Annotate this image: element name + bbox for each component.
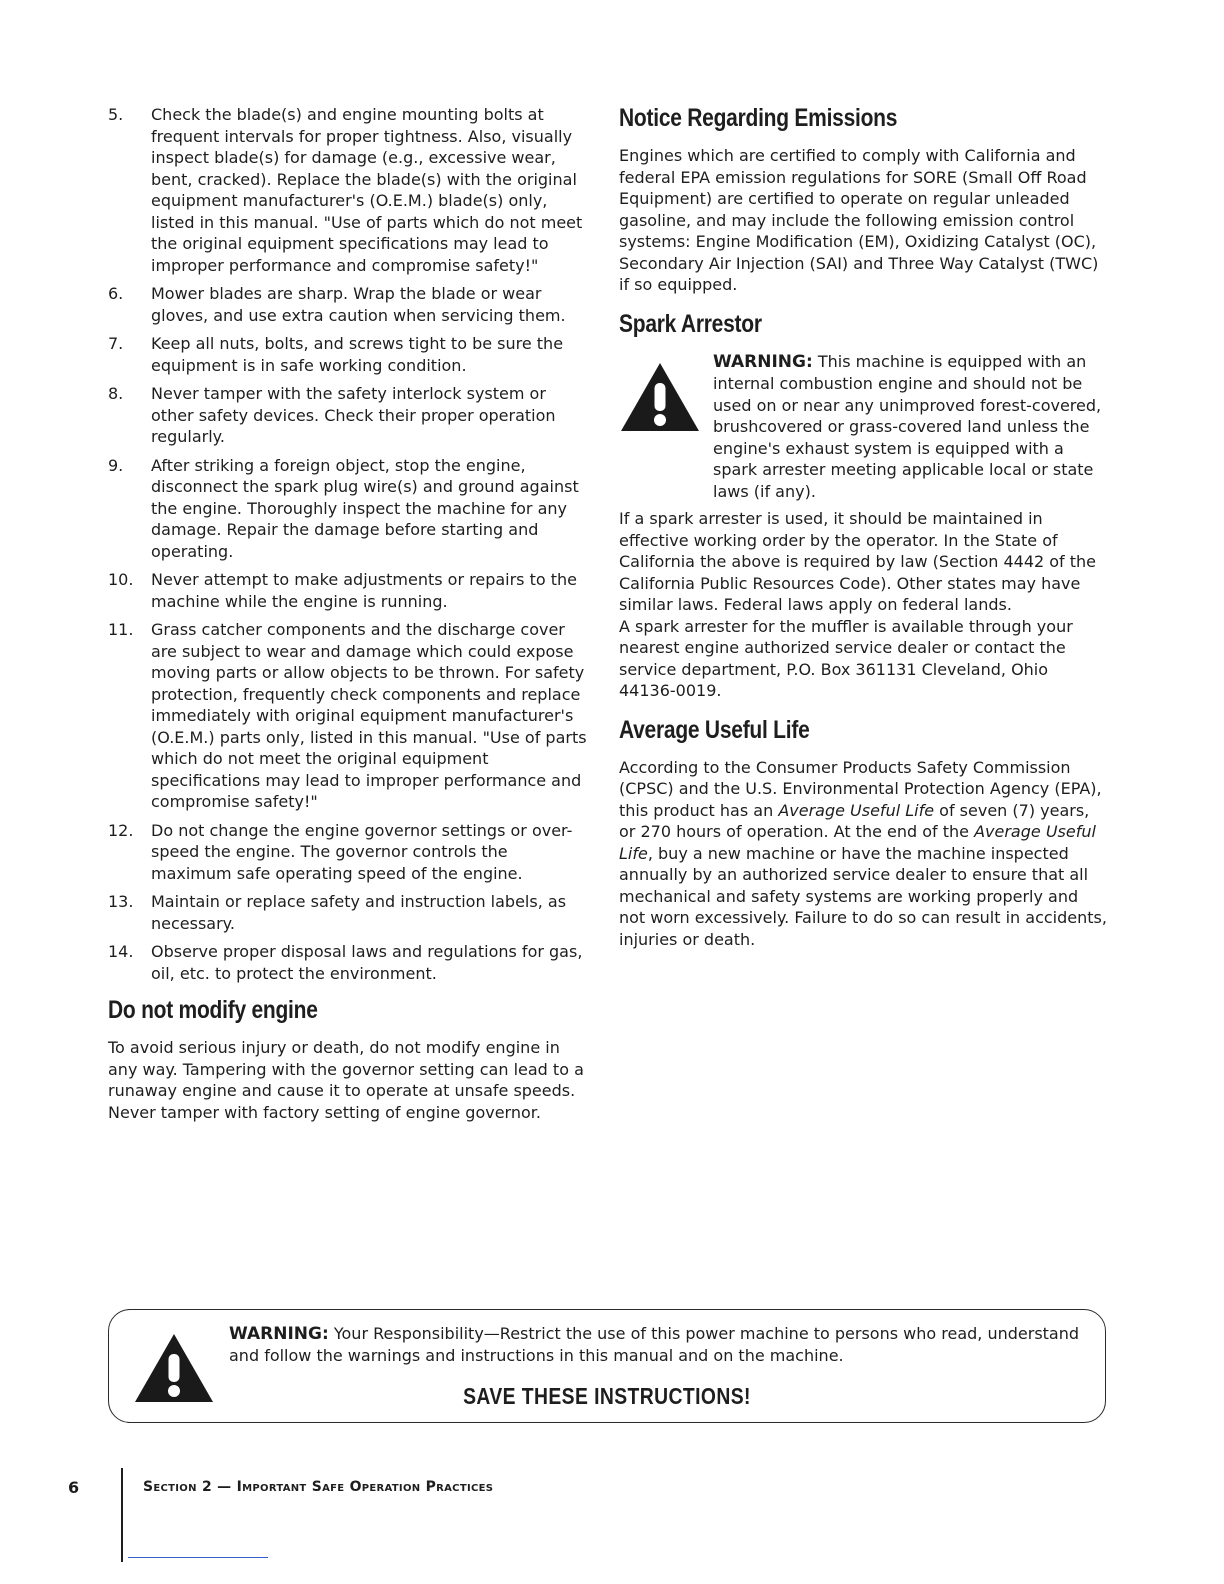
list-number: 13. [108, 892, 134, 911]
emissions-text: Engines which are certified to comply with California and federal EPA emission regulations for SORE (Small Off Road Equipment) are certified to operate on regular unleaded gasoline, and may include the following emission control systems: Engine Modification (EM), Oxidizing Catalyst (OC), Secondary Air Injection (SAI) and Three Way Catalyst (TWC) if so equipped. [619, 146, 1099, 294]
warning-label: WARNING: [229, 1324, 329, 1344]
safety-list [108, 104, 592, 984]
spark-warning [619, 351, 1109, 503]
list-number: 6. [108, 284, 124, 303]
list-item [108, 283, 592, 326]
footer-divider [121, 1468, 123, 1562]
left-column [108, 104, 592, 1123]
list-text: Grass catcher components and the discharge cover are subject to wear and damage which could expose moving parts or allow objects to be thrown. For safety protection, frequently check components and replace immediately with original equipment manufacturer's (O.E.M.) parts only, listed in this manual. "Use of parts which do not meet the original equipment specifications may lead to improper performance and compromise safety!" [151, 620, 587, 811]
warning-label: WARNING: [713, 351, 813, 372]
useful-life-text-b: of seven (7) years, or 270 hours of operation. At the end of the [619, 800, 1090, 841]
list-text: After striking a foreign object, stop the engine, disconnect the spark plug wire(s) and ground against the engine. Thoroughly inspect the machine for any damage. Repair the damage before starting and operating. [151, 455, 579, 561]
footer-link-line [128, 1557, 268, 1558]
list-item [108, 383, 592, 448]
list-item [108, 569, 592, 612]
list-text: Check the blade(s) and engine mounting bolts at frequent intervals for proper tightness. Also, visually inspect blade(s) for damage (e.g., excessive wear, bent, cracked). Replace the blade(s) with the original equipment manufacturer's (O.E.M.) blade(s) only, listed in this manual. "Use of parts which do not meet the original equipment specifications may lead to improper performance and compromise safety!" [151, 105, 583, 275]
spark-para-1: If a spark arrester is used, it should be maintained in effective working order by the operator. In the State of California the above is required by law (Section 4442 of the California Public Resources Code). Other states may have similar laws. Federal laws apply on federal lands. [619, 509, 1097, 614]
list-item [108, 104, 592, 276]
list-item [108, 941, 592, 984]
list-text: Do not change the engine governor settings or over-speed the engine. The governor controls the maximum safe operating speed of the engine. [151, 820, 573, 883]
spark-warning-text [713, 351, 1109, 503]
footer-section-title: Section 2 — Important Safe Operation Practices [143, 1479, 494, 1495]
page-number: 6 [68, 1478, 80, 1497]
list-text: Mower blades are sharp. Wrap the blade or wear gloves, and use extra caution when servicing them. [151, 284, 566, 325]
list-text: Maintain or replace safety and instruction labels, as necessary. [151, 892, 567, 933]
list-item [108, 455, 592, 563]
spark-para-2: A spark arrester for the muffler is available through your nearest engine authorized service dealer or contact the service department, P.O. Box 361131 Cleveland, Ohio 44136-0019. [619, 616, 1073, 700]
list-number: 9. [108, 455, 124, 475]
list-item [108, 820, 592, 885]
list-number: 5. [108, 105, 124, 124]
spark-arrestor-heading: Spark Arrestor [619, 309, 762, 338]
useful-life-text-a: According to the Consumer Products Safety Commission (CPSC) and the U.S. Environmental Protection Agency (EPA), this product has an [619, 757, 1102, 820]
useful-life-heading: Average Useful Life [619, 715, 810, 744]
list-text: Keep all nuts, bolts, and screws tight to be sure the equipment is in safe working condition. [151, 334, 564, 375]
list-text: Never attempt to make adjustments or repairs to the machine while the engine is running. [151, 570, 578, 611]
right-column [619, 104, 1109, 950]
useful-life-italic-a: Average Useful Life [778, 800, 935, 820]
list-number: 7. [108, 334, 124, 353]
list-text: Observe proper disposal laws and regulations for gas, oil, etc. to protect the environment. [151, 942, 583, 983]
list-item [108, 333, 592, 376]
list-number: 8. [108, 384, 124, 403]
list-number: 11. [108, 620, 134, 639]
useful-life-text [619, 757, 1109, 951]
warning-triangle-icon [619, 351, 713, 503]
useful-life-italic-b: Average Useful Life [619, 822, 1096, 863]
list-item [108, 619, 592, 813]
list-number: 12. [108, 820, 134, 840]
warning-body: This machine is equipped with an internal combustion engine and should not be used on or near any unimproved forest-covered, brushcovered or grass-covered land unless the engine's exhaust system is equipped with a spark arrester meeting applicable local or state laws (if any). [713, 351, 1102, 501]
useful-life-text-c: , buy a new machine or have the machine inspected annually by an authorized service dealer to ensure that all mechanical and safety systems are working properly and not worn excessively. Failure to do so can result in accidents, injuries or death. [619, 843, 1107, 949]
do-not-modify-heading: Do not modify engine [108, 996, 318, 1024]
list-number: 14. [108, 942, 134, 961]
emissions-heading: Notice Regarding Emissions [619, 104, 898, 132]
list-number: 10. [108, 570, 134, 589]
list-item [108, 891, 592, 934]
bottom-warning-text [229, 1323, 1089, 1367]
do-not-modify-text: To avoid serious injury or death, do not modify engine in any way. Tampering with the governor setting can lead to a runaway engine and cause it to operate at unsafe speeds. Never tamper with factory setting of engine governor. [108, 1038, 584, 1122]
warning-body: Your Responsibility—Restrict the use of this power machine to persons who read, understand and follow the warnings and instructions in this manual and on the machine. [229, 1324, 1080, 1365]
bottom-warning-box [108, 1309, 1106, 1423]
list-text: Never tamper with the safety interlock system or other safety devices. Check their proper operation regularly. [151, 384, 556, 446]
save-instructions: SAVE THESE INSTRUCTIONS! [463, 1383, 751, 1409]
